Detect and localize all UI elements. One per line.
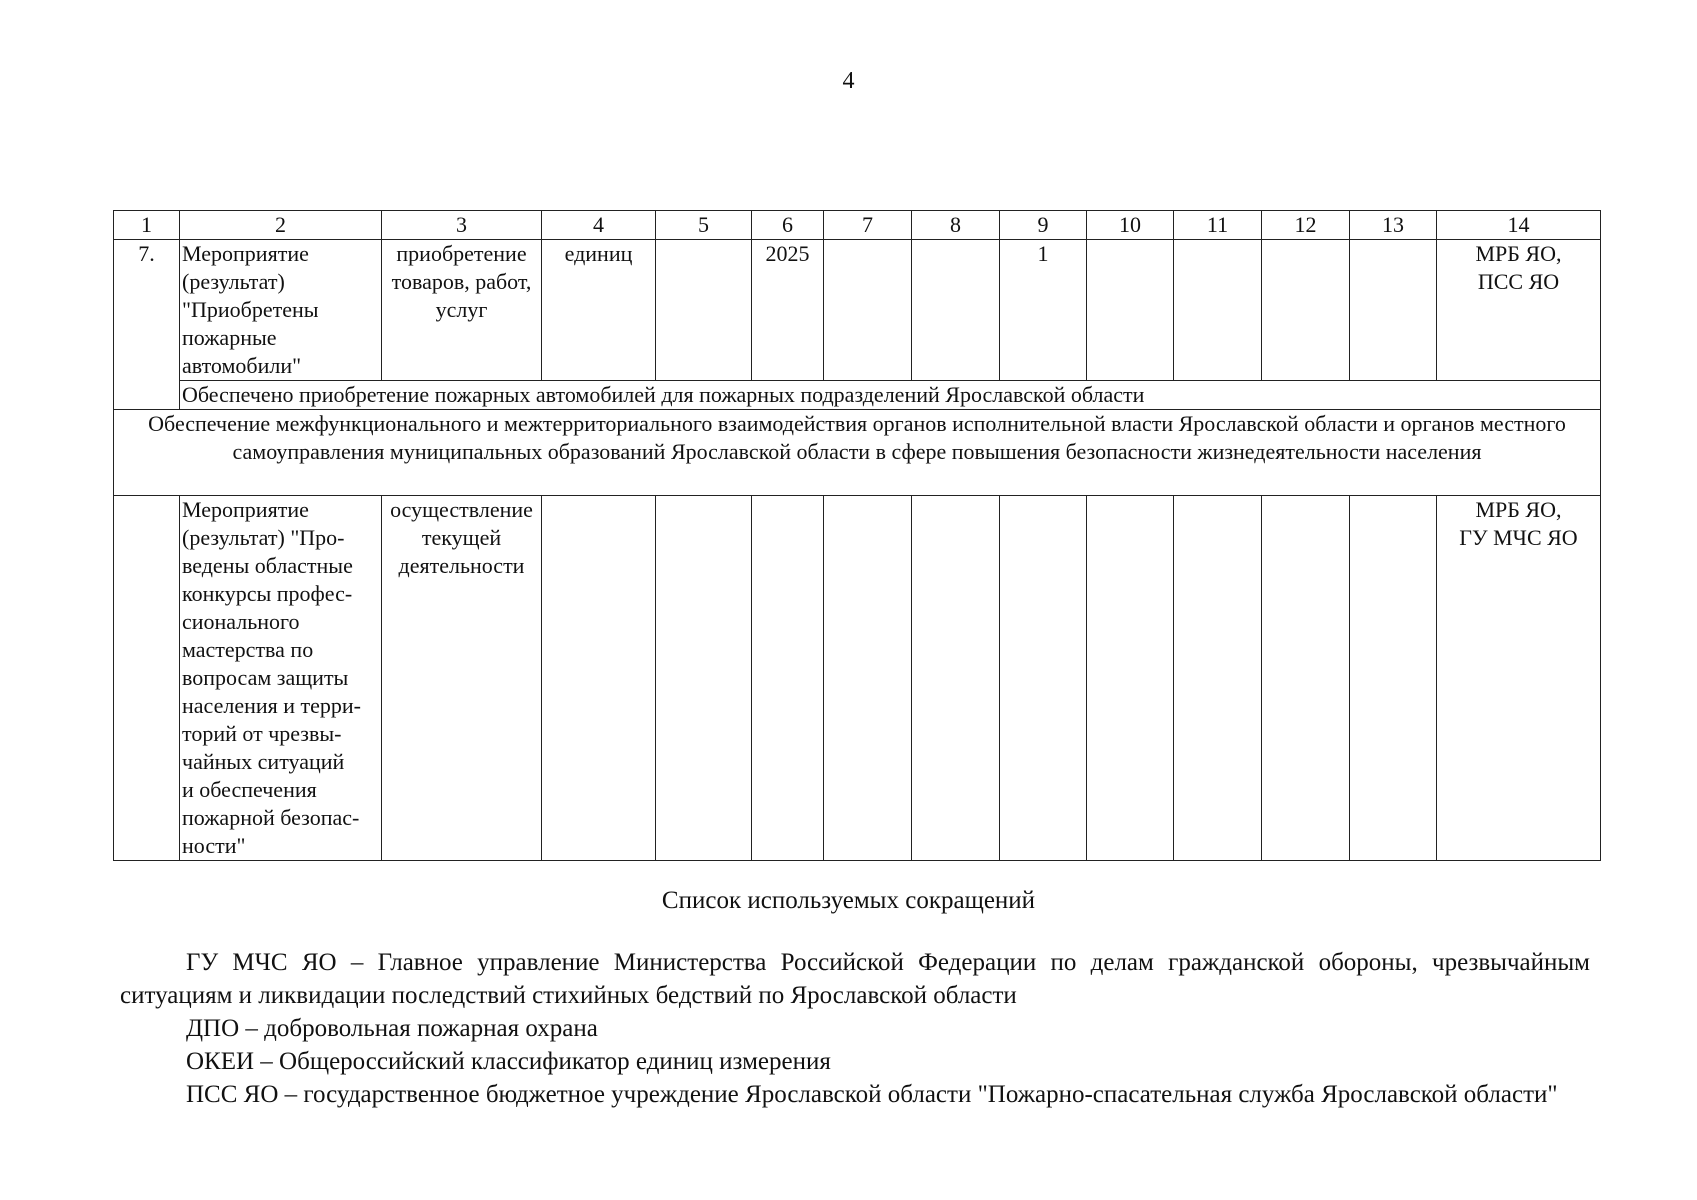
table-row [114, 496, 1601, 861]
header-cell: 6 [752, 211, 824, 240]
header-cell: 4 [542, 211, 656, 240]
abbreviation-item: ГУ МЧС ЯО – Главное управление Министерства Российской Федерации по делам гражданской обороны, чрезвычайным ситуациям и ликвидации последствий стихийных бедствий по Ярославской области [120, 949, 1590, 1009]
executor-cell: МРБ ЯО, ГУ МЧС ЯО [1437, 496, 1601, 861]
empty-cell [1174, 496, 1262, 861]
header-cell: 8 [912, 211, 1000, 240]
empty-cell [656, 240, 752, 381]
empty-cell [1000, 496, 1087, 861]
empty-cell [1087, 496, 1174, 861]
section-row [114, 410, 1601, 496]
abbreviations-list [120, 946, 1590, 1111]
header-cell: 13 [1350, 211, 1437, 240]
empty-cell [752, 496, 824, 861]
table-header-row [114, 211, 1601, 240]
empty-cell [1262, 240, 1350, 381]
abbreviation-item: ПСС ЯО – государственное бюджетное учреждение Ярославской области "Пожарно-спасательная служба Ярославской области" [186, 1081, 1558, 1108]
page-number: 4 [842, 68, 855, 94]
header-cell: 2 [180, 211, 382, 240]
empty-cell [542, 496, 656, 861]
header-cell: 11 [1174, 211, 1262, 240]
unit-cell: единиц [542, 240, 656, 381]
measure-name: Мероприятие (результат) "Приобретены пожарные автомобили" [180, 240, 382, 381]
header-cell: 7 [824, 211, 912, 240]
empty-cell [912, 240, 1000, 381]
measure-type: приобретение товаров, работ, услуг [382, 240, 542, 381]
header-cell: 14 [1437, 211, 1601, 240]
measure-name: Мероприятие (результат) "Про- ведены областные конкурсы профес- сионального мастерства по вопросам защиты населения и терри- торий от чрезвы- чайных ситуаций и обеспечения пожарной безопас- ности" [180, 496, 382, 861]
empty-cell [1350, 496, 1437, 861]
empty-cell [912, 496, 1000, 861]
header-cell: 12 [1262, 211, 1350, 240]
value-cell: 1 [1000, 240, 1087, 381]
empty-cell [1350, 240, 1437, 381]
header-cell: 3 [382, 211, 542, 240]
empty-cell [1087, 240, 1174, 381]
empty-cell [824, 496, 912, 861]
abbreviation-item: ОКЕИ – Общероссийский классификатор единиц измерения [186, 1048, 831, 1075]
year-cell: 2025 [752, 240, 824, 381]
empty-cell [656, 496, 752, 861]
executor-cell: МРБ ЯО, ПСС ЯО [1437, 240, 1601, 381]
result-row [114, 381, 1601, 410]
empty-cell [1262, 496, 1350, 861]
header-cell: 10 [1087, 211, 1174, 240]
header-cell: 9 [1000, 211, 1087, 240]
header-cell: 1 [114, 211, 180, 240]
empty-cell [824, 240, 912, 381]
row-number: 7. [114, 240, 180, 410]
measures-table [113, 210, 1601, 861]
table-row [114, 240, 1601, 381]
measure-type: осуществление текущей деятельности [382, 496, 542, 861]
abbreviation-item: ДПО – добровольная пожарная охрана [186, 1015, 598, 1042]
empty-cell [114, 496, 180, 861]
section-title: Обеспечение межфункционального и межтерриториального взаимодействия органов исполнительной власти Ярославской области и органов местного самоуправления муниципальных образований Ярославской области в сфере повышения безопасности жизнедеятельности населения [114, 410, 1601, 496]
empty-cell [1174, 240, 1262, 381]
abbreviations-title: Список используемых сокращений [661, 887, 1036, 914]
header-cell: 5 [656, 211, 752, 240]
result-text: Обеспечено приобретение пожарных автомобилей для пожарных подразделений Ярославской области [180, 381, 1601, 410]
